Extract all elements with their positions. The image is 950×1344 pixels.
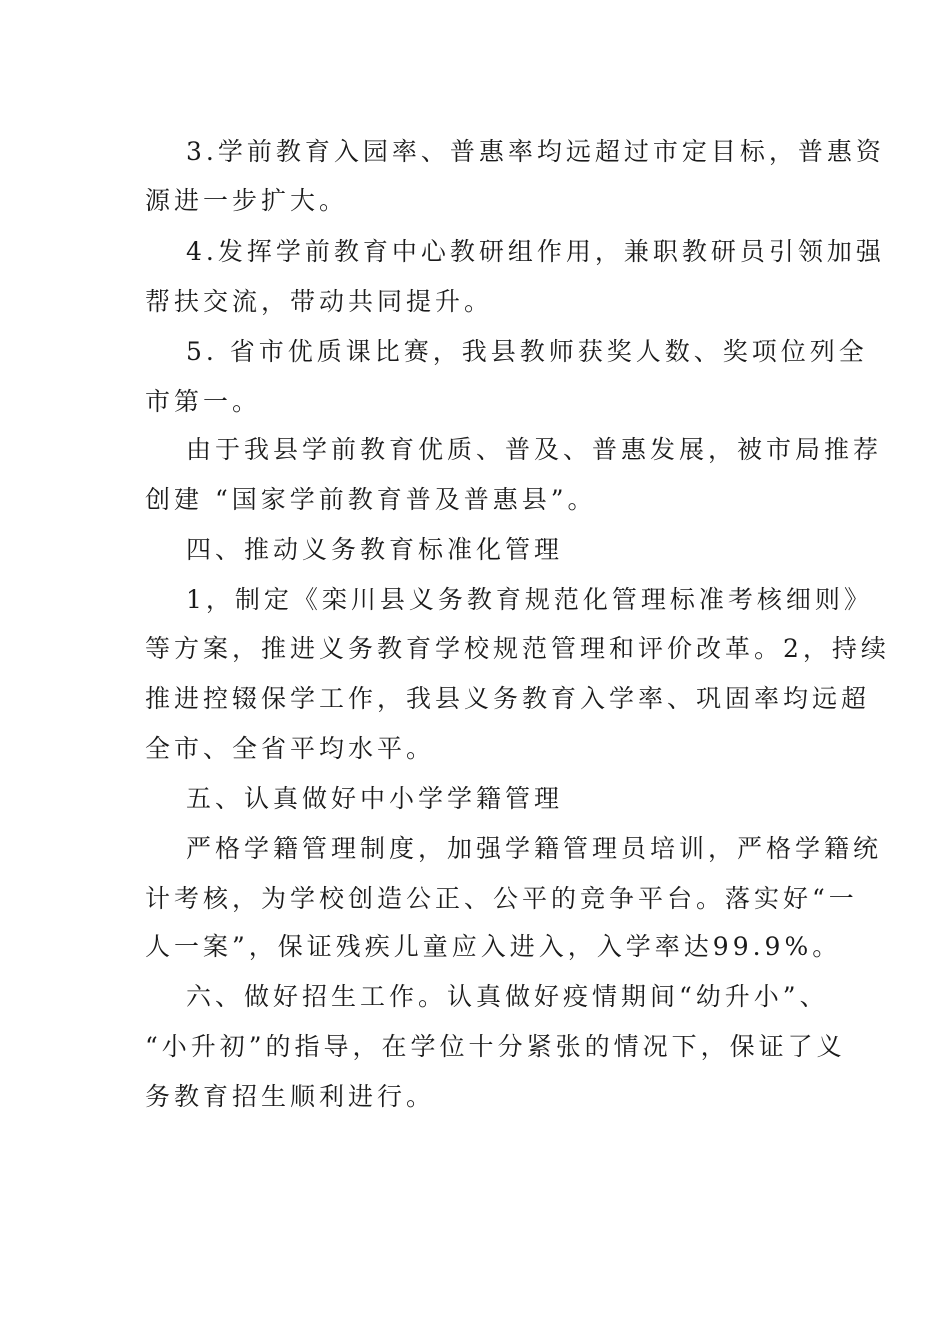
text-line: 源进一步扩大。 [145,186,349,215]
text-line: 1，制定《栾川县义务教育规范化管理标准考核细则》 [186,585,873,614]
text-line: 帮扶交流，带动共同提升。 [145,287,494,316]
section-heading: 五、认真做好中小学学籍管理 [186,784,564,813]
text-line: 全市、全省平均水平。 [145,734,436,763]
text-line: 创建 “国家学前教育普及普惠县”。 [145,485,597,514]
text-line: 务教育招生顺利进行。 [145,1082,436,1111]
text-line: 人一案”，保证残疾儿童应入进入，入学率达99.9%。 [145,932,842,961]
text-line: 等方案，推进义务教育学校规范管理和评价改革。2，持续 [145,634,890,663]
text-line: 3.学前教育入园率、普惠率均远超过市定目标，普惠资 [186,137,885,166]
text-line: 4.发挥学前教育中心教研组作用，兼职教研员引领加强 [186,237,885,266]
section-heading: 六、做好招生工作。认真做好疫情期间“幼升小”、 [186,982,829,1011]
text-line: 推进控辍保学工作，我县义务教育入学率、巩固率均远超 [145,684,871,713]
section-heading: 四、推动义务教育标准化管理 [186,535,564,564]
text-line: 市第一。 [145,387,262,416]
text-line: 严格学籍管理制度，加强学籍管理员培训，严格学籍统 [186,834,883,863]
text-line: “小升初”的指导，在学位十分紧张的情况下，保证了义 [145,1032,846,1061]
text-line: 5. 省市优质课比赛，我县教师获奖人数、奖项位列全 [186,337,868,366]
text-line: 由于我县学前教育优质、普及、普惠发展，被市局推荐 [186,435,883,464]
text-line: 计考核，为学校创造公正、公平的竞争平台。落实好“一 [145,884,858,913]
